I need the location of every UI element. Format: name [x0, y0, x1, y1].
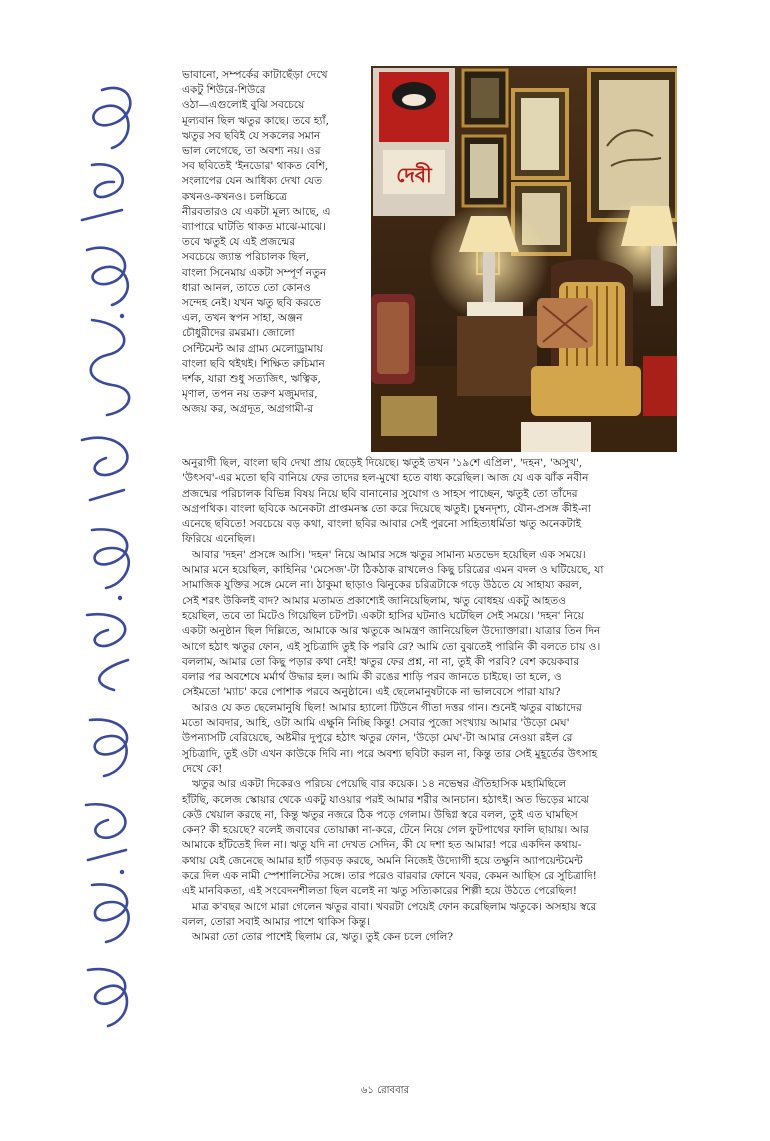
text-line: এল, তখন স্বপন সাহা, অঞ্জন: [182, 312, 303, 325]
text-line: আমার মনে হয়েছিল, কাহিনির 'মেসেজ'-টা ঠিকঠাক রাখলেও কিছু চরিত্রের এমন বদল ও ঘটিয়েছে, যা: [182, 564, 604, 577]
page-footer: [0, 1083, 770, 1100]
text-line: উপন্যাসটি বেরিয়েছে, অষ্টমীর দুপুরে হঠাৎ ঋতুর ফোন, 'উড়ো মেঘ'-টা আমার নেওয়া রইল রে: [182, 732, 573, 745]
text-line: বললাম, আমার তো কিছু পড়ার কথা নেই! ঋতুর ফের প্রশ্ন, না না, তুই কী পরবি? বেশ কয়েকবার: [182, 655, 580, 668]
text-line: দেখে কে!: [182, 762, 223, 775]
text-line: ফিরিয়ে এনেছিল।: [182, 533, 256, 546]
text-line: বাংলা ছবি থইথই। শিক্ষিত রুচিমান: [182, 357, 325, 370]
text-line: একটু শিউরে-শিউরে: [182, 84, 266, 97]
text-line: মতো আবদার, আহি, ওটা আমি এক্ষুনি নিচ্ছি কিন্তু! সেবার পুজো সংখ্যায় আমার 'উড়ো মেঘ': [182, 717, 570, 730]
full-width-text: [182, 456, 678, 946]
text-line: তবে ঋতুই যে এই প্রজন্মের: [182, 236, 296, 249]
text-line: কথায় যেই জেনেছে আমার হার্ট গড়বড় করছে, অমনি নিজেই উদ্যোগী হয়ে তক্ষুনি অ্যাপয়েন্টমেন্ট: [182, 854, 583, 867]
text-line: হয়েছিল, তবে তা মিটেও গিয়েছিল চটপট। একটা হাসির ঘটনাও ঘটেছিল সেই সময়ে। 'দহন' নিয়ে: [182, 609, 584, 622]
text-line: ভাল লেগেছে, তা অবশ্য নয়। ওর: [182, 145, 321, 158]
text-line: ধারা আনল, তাতে তো কোনও: [182, 281, 311, 294]
text-line: সেইমতো 'ম্যাচ' করে পোশাক পরবে অনুষ্ঠানে। এই ছেলেমানুষটাকে না ভালবেসে পারা যায়?: [182, 686, 561, 699]
section-name: রোববার: [377, 1085, 410, 1096]
text-line: ঋতুর সব ছবিই যে সকলের সমান: [182, 129, 321, 142]
text-line: সবচেয়ে জ্যান্ত পরিচালক ছিল,: [182, 251, 310, 264]
text-line: কেউ খেয়াল করছে না, কিন্তু ঋতুর নজরে ঠিক পড়ে গেলাম। উদ্বিগ্ন স্বরে বলল, তুই এত ঘামছিস: [182, 808, 578, 821]
text-line: ভাবানো, সম্পর্কের কাটাছেঁড়া দেখে: [182, 69, 328, 81]
text-line: প্রজন্মের পরিচালক বিভিন্ন বিষয় নিয়ে ছবি বানানোর সুযোগ ও সাহস পাচ্ছেন, ঋতুই তো তাঁদের: [182, 487, 578, 500]
text-line: অগ্রপথিক। বাংলা ছবিকে অনেকটা প্রাপ্তমনস্ক তো করে দিয়েছে ঋতুই। চুম্বনদৃশ্য, যৌন-প্রসঙ্গ কীই-না: [182, 502, 591, 515]
text-line: হাঁটছি, কলেজ স্কোয়ার থেকে একটু যাওয়ার পরই আমার শরীর আনচান। হঠাৎই। অত ভিড়ের মাঝে: [182, 793, 589, 806]
text-line: কেন? কী হয়েছে? বলেই জবাবের তোয়াক্কা না-করে, টেনে নিয়ে গেল ফুটপাথের ফালি ছায়ায়। আর: [182, 824, 589, 837]
text-line: সেই শরৎ উকিলই বাদ? আমার মতামত প্রকাশ্যেই জানিয়েছিলাম, ঋতু বোধহয় একটু আহতও: [182, 594, 566, 607]
text-line: চৌধুরীদের রমরমা। জোলো: [182, 327, 295, 340]
text-line: সেন্টিমেন্ট আর গ্রাম্য মেলোড্রামায়: [182, 342, 323, 355]
text-line: আগে হঠাৎ ঋতুর ফোন, এই সুচিত্রাদি তুই কি পরবি রে? আমি তো বুঝতেই পারিনি কী বলতে চায় ও।: [182, 640, 601, 653]
text-line: অনুরাগী ছিল, বাংলা ছবি দেখা প্রায় ছেড়েই দিয়েছে। ঋতুই তখন '১৯শে এপ্রিল', 'দহন', 'অসুখ',: [182, 457, 583, 469]
handwritten-signature: [62, 70, 152, 1050]
text-line: আমাকে হাঁটতেই দিল না। ঋতু যদি না দেখত সেদিন, কী যে দশা হত আমার! পরে একদিন কথায়-: [182, 839, 582, 852]
text-line: বলল, তোরা সবাই আমার পাশে থাকিস কিন্তু।: [182, 915, 370, 928]
text-line: মৃণাল, তপন নয় তরুণ মজুমদার,: [182, 388, 318, 401]
interior-photo: [371, 66, 677, 452]
text-line: অজয় কর, অগ্রদূত, অগ্রগামী-র: [182, 403, 314, 416]
text-line: সন্দেহ নেই। যখন ঋতু ছবি করতে: [182, 297, 321, 310]
text-line: নীরবতারও যে একটা মূল্য আছে, এ: [182, 205, 331, 218]
text-line: করে দিল এক নামী স্পেশালিস্টের সঙ্গে। তার পরেও বারবার ফোনে খবর, কেমন আছিস রে সুচিত্রাদি!: [182, 870, 597, 883]
page-number: ৬১: [360, 1085, 374, 1096]
text-line: আমরা তো তোর পাশেই ছিলাম রে, ঋতু। তুই কেন চলে গেলি?: [192, 931, 454, 944]
text-line: দর্শক, যারা শুধু সত্যজিৎ, ঋত্বিক,: [182, 373, 321, 386]
text-line: 'উৎসব'-এর মতো ছবি বানিয়ে ফের তাদের হল-মুখো হতে বাধ্য করেছিল। আজ যে এক ঝাঁক নবীন: [182, 472, 589, 485]
text-line: বলার পর অবশেষে মর্মার্থ উদ্ধার হল। আমি কী রঙের শাড়ি পরব জানতে চাইছে। তা হলে, ও: [182, 671, 562, 684]
text-line: ব্যাপারে ঘাটতি থাকত মাঝে-মাঝে।: [182, 221, 326, 234]
text-line: ওঠা—এগুলোই বুঝি সবচেয়ে: [182, 99, 305, 112]
text-line: কখনও-কখনও। চলচ্চিত্রে: [182, 190, 287, 203]
text-line: এই মানবিকতা, এই সংবেদনশীলতা ছিল বলেই না ঋতু সত্যিকারের শিল্পী হয়ে উঠতে পেরেছিল!: [182, 885, 578, 898]
text-line: সংলাপের যেন আধিক্য দেখা যেত: [182, 175, 323, 188]
column-text: [182, 68, 364, 418]
text-line: সব ছবিতেই 'ইনডোর' থাকত বেশি,: [182, 160, 329, 173]
text-line: মাত্র ক'বছর আগে মারা গেলেন ঋতুর বাবা। খবরটা পেয়েই ফোন করেছিলাম ঋতুকে। অসহায় স্বরে: [192, 900, 597, 913]
text-line: সামাজিক যুক্তির সঙ্গে মেলে না। ঠাকুমা ছাড়াও ঝিনুকের চরিত্রটাকে গড়ে উঠতে যে সাহায্য করল,: [182, 579, 583, 592]
poster-label: দেবী: [396, 163, 432, 187]
text-line: আবার 'দহন' প্রসঙ্গে আসি। 'দহন' নিয়ে আমার সঙ্গে ঋতুর সামান্য মতভেদ হয়েছিল এক সময়ে।: [192, 548, 586, 561]
text-line: ঋতুর আর একটা দিকেরও পরিচয় পেয়েছি বার কয়েক। ১৪ নভেম্বর ঐতিহাসিক মহামিছিলে: [192, 778, 567, 791]
text-line: এনেছে ছবিতে! সবচেয়ে বড় কথা, বাংলা ছবির আবার সেই পুরনো সাহিত্যধর্মিতা ঋতু অনেকটাই: [182, 518, 582, 531]
text-line: সুচিত্রাদি, তুই ওটা এখন কাউকে দিবি না। পরে অবশ্য ছবিটা করল না, কিন্তু তার সেই মুহূর্তের উৎসাহ: [182, 747, 598, 760]
text-line: একটা অনুষ্ঠান ছিল দিল্লিতে, আমাকে আর ঋতুকে আমন্ত্রণ জানিয়েছিল উদ্যোক্তারা। যাত্রার তিন দিন: [182, 625, 601, 638]
text-line: মূল্যবান ছিল ঋতুর কাছে। তবে হ্যাঁ,: [182, 114, 329, 127]
text-line: আরও যে কত ছেলেমানুষি ছিল! আমার হ্যালো টিউনে গীতা দত্তর গান। শুনেই ঋতুর বাচ্চাদের: [192, 701, 582, 714]
text-line: বাংলা সিনেমায় একটা সম্পূর্ণ নতুন: [182, 266, 327, 279]
